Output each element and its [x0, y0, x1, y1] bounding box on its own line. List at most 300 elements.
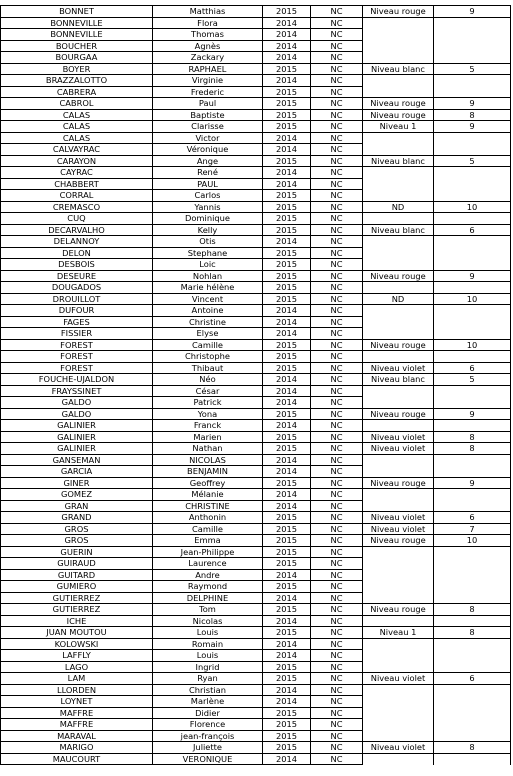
year-cell: 2014	[263, 684, 311, 696]
last-name-cell: MAUCOURT	[1, 753, 153, 765]
score-cell	[434, 661, 511, 673]
last-name-cell: FOREST	[1, 339, 153, 351]
table-row	[1, 627, 511, 639]
last-name-cell: BONNET	[1, 6, 153, 18]
level-cell	[363, 615, 434, 627]
score-cell	[434, 17, 511, 29]
level-cell	[363, 454, 434, 466]
level-cell	[363, 558, 434, 570]
last-name-cell: GUERIN	[1, 546, 153, 558]
last-name-cell: MARIGO	[1, 742, 153, 754]
table-row	[1, 684, 511, 696]
table-row	[1, 535, 511, 547]
year-cell: 2014	[263, 385, 311, 397]
table-row	[1, 753, 511, 765]
year-cell: 2014	[263, 569, 311, 581]
level-cell	[363, 420, 434, 432]
level-cell	[363, 696, 434, 708]
level-cell	[363, 592, 434, 604]
table-row	[1, 75, 511, 87]
last-name-cell: GOMEZ	[1, 489, 153, 501]
first-name-cell: Véronique	[153, 144, 263, 156]
table-row	[1, 397, 511, 409]
table-row	[1, 431, 511, 443]
year-cell: 2015	[263, 408, 311, 420]
status-cell: NC	[311, 397, 363, 409]
status-cell: NC	[311, 144, 363, 156]
table-row	[1, 29, 511, 41]
score-cell	[434, 753, 511, 765]
status-cell: NC	[311, 385, 363, 397]
year-cell: 2015	[263, 86, 311, 98]
level-cell: Niveau 1	[363, 627, 434, 639]
score-cell: 8	[434, 109, 511, 121]
status-cell: NC	[311, 351, 363, 363]
last-name-cell: GROS	[1, 535, 153, 547]
table-row	[1, 328, 511, 340]
level-cell	[363, 316, 434, 328]
score-cell	[434, 466, 511, 478]
score-cell: 6	[434, 512, 511, 524]
level-cell	[363, 282, 434, 294]
table-row	[1, 98, 511, 110]
status-cell: NC	[311, 17, 363, 29]
score-cell: 10	[434, 339, 511, 351]
table-row	[1, 144, 511, 156]
score-cell: 8	[434, 604, 511, 616]
first-name-cell: Jean-Philippe	[153, 546, 263, 558]
status-cell: NC	[311, 63, 363, 75]
last-name-cell: BOURGAA	[1, 52, 153, 64]
level-cell	[363, 638, 434, 650]
first-name-cell: Christophe	[153, 351, 263, 363]
score-cell: 9	[434, 477, 511, 489]
score-cell	[434, 40, 511, 52]
level-cell: Niveau rouge	[363, 270, 434, 282]
first-name-cell: Mélanie	[153, 489, 263, 501]
status-cell: NC	[311, 454, 363, 466]
last-name-cell: GUTIERREZ	[1, 604, 153, 616]
status-cell: NC	[311, 121, 363, 133]
table-row	[1, 63, 511, 75]
score-cell: 9	[434, 121, 511, 133]
first-name-cell: Zackary	[153, 52, 263, 64]
table-row	[1, 270, 511, 282]
year-cell: 2015	[263, 121, 311, 133]
score-cell	[434, 696, 511, 708]
first-name-cell: Anthonin	[153, 512, 263, 524]
year-cell: 2014	[263, 615, 311, 627]
table-row	[1, 259, 511, 271]
status-cell: NC	[311, 466, 363, 478]
year-cell: 2014	[263, 316, 311, 328]
last-name-cell: ICHE	[1, 615, 153, 627]
level-cell: Niveau rouge	[363, 477, 434, 489]
level-cell: Niveau violet	[363, 362, 434, 374]
first-name-cell: Agnès	[153, 40, 263, 52]
table-row	[1, 558, 511, 570]
year-cell: 2015	[263, 581, 311, 593]
last-name-cell: GUIRAUD	[1, 558, 153, 570]
year-cell: 2015	[263, 201, 311, 213]
first-name-cell: Antoine	[153, 305, 263, 317]
status-cell: NC	[311, 431, 363, 443]
table-row	[1, 201, 511, 213]
level-cell	[363, 546, 434, 558]
year-cell: 2014	[263, 489, 311, 501]
table-row	[1, 707, 511, 719]
year-cell: 2014	[263, 178, 311, 190]
status-cell: NC	[311, 684, 363, 696]
level-cell	[363, 305, 434, 317]
last-name-cell: FOUCHE-UJALDON	[1, 374, 153, 386]
last-name-cell: CABRERA	[1, 86, 153, 98]
level-cell: Niveau violet	[363, 523, 434, 535]
last-name-cell: GRAND	[1, 512, 153, 524]
status-cell: NC	[311, 362, 363, 374]
year-cell: 2015	[263, 431, 311, 443]
status-cell: NC	[311, 558, 363, 570]
status-cell: NC	[311, 259, 363, 271]
year-cell: 2015	[263, 213, 311, 225]
level-cell: Niveau blanc	[363, 63, 434, 75]
last-name-cell: CALAS	[1, 109, 153, 121]
first-name-cell: René	[153, 167, 263, 179]
table-row	[1, 742, 511, 754]
level-cell	[363, 132, 434, 144]
last-name-cell: DUFOUR	[1, 305, 153, 317]
last-name-cell: DESEURE	[1, 270, 153, 282]
score-cell	[434, 144, 511, 156]
first-name-cell: Otis	[153, 236, 263, 248]
last-name-cell: FAGES	[1, 316, 153, 328]
table-row	[1, 512, 511, 524]
last-name-cell: BRAZZALOTTO	[1, 75, 153, 87]
year-cell: 2015	[263, 247, 311, 259]
level-cell: Niveau rouge	[363, 408, 434, 420]
last-name-cell: FOREST	[1, 351, 153, 363]
last-name-cell: CALAS	[1, 132, 153, 144]
table-row	[1, 362, 511, 374]
year-cell: 2015	[263, 98, 311, 110]
member-table-body	[1, 6, 511, 765]
status-cell: NC	[311, 132, 363, 144]
level-cell	[363, 86, 434, 98]
level-cell	[363, 190, 434, 202]
table-row	[1, 546, 511, 558]
first-name-cell: Vincent	[153, 293, 263, 305]
score-cell: 5	[434, 63, 511, 75]
table-row	[1, 523, 511, 535]
score-cell: 9	[434, 6, 511, 18]
level-cell	[363, 707, 434, 719]
last-name-cell: CHABBERT	[1, 178, 153, 190]
level-cell	[363, 397, 434, 409]
table-row	[1, 592, 511, 604]
year-cell: 2014	[263, 17, 311, 29]
level-cell: Niveau rouge	[363, 109, 434, 121]
score-cell	[434, 615, 511, 627]
score-cell: 8	[434, 443, 511, 455]
first-name-cell: Frederic	[153, 86, 263, 98]
year-cell: 2015	[263, 742, 311, 754]
status-cell: NC	[311, 213, 363, 225]
score-cell	[434, 259, 511, 271]
score-cell	[434, 650, 511, 662]
level-cell	[363, 178, 434, 190]
table-row	[1, 109, 511, 121]
table-row	[1, 661, 511, 673]
last-name-cell: GRAN	[1, 500, 153, 512]
score-cell	[434, 638, 511, 650]
level-cell	[363, 52, 434, 64]
year-cell: 2015	[263, 259, 311, 271]
year-cell: 2014	[263, 132, 311, 144]
score-cell	[434, 500, 511, 512]
first-name-cell: Dominique	[153, 213, 263, 225]
level-cell	[363, 730, 434, 742]
year-cell: 2014	[263, 40, 311, 52]
last-name-cell: MARAVAL	[1, 730, 153, 742]
level-cell: Niveau rouge	[363, 339, 434, 351]
table-row	[1, 374, 511, 386]
score-cell: 10	[434, 201, 511, 213]
score-cell	[434, 730, 511, 742]
last-name-cell: MAFFRE	[1, 707, 153, 719]
score-cell: 9	[434, 408, 511, 420]
first-name-cell: Nohlan	[153, 270, 263, 282]
first-name-cell: PAUL	[153, 178, 263, 190]
score-cell	[434, 558, 511, 570]
score-cell	[434, 247, 511, 259]
score-cell: 8	[434, 431, 511, 443]
year-cell: 2015	[263, 270, 311, 282]
status-cell: NC	[311, 696, 363, 708]
table-row	[1, 408, 511, 420]
first-name-cell: Virginie	[153, 75, 263, 87]
first-name-cell: Christine	[153, 316, 263, 328]
last-name-cell: BONNEVILLE	[1, 17, 153, 29]
level-cell: Niveau violet	[363, 512, 434, 524]
table-row	[1, 40, 511, 52]
score-cell: 7	[434, 523, 511, 535]
first-name-cell: Baptiste	[153, 109, 263, 121]
last-name-cell: LOYNET	[1, 696, 153, 708]
level-cell: Niveau blanc	[363, 374, 434, 386]
table-row	[1, 339, 511, 351]
first-name-cell: Clarisse	[153, 121, 263, 133]
last-name-cell: CAYRAC	[1, 167, 153, 179]
score-cell	[434, 236, 511, 248]
status-cell: NC	[311, 477, 363, 489]
year-cell: 2014	[263, 500, 311, 512]
table-row	[1, 224, 511, 236]
level-cell: Niveau blanc	[363, 224, 434, 236]
year-cell: 2015	[263, 362, 311, 374]
status-cell: NC	[311, 512, 363, 524]
last-name-cell: GALDO	[1, 397, 153, 409]
first-name-cell: César	[153, 385, 263, 397]
first-name-cell: Andre	[153, 569, 263, 581]
first-name-cell: Patrick	[153, 397, 263, 409]
level-cell	[363, 213, 434, 225]
first-name-cell: Florence	[153, 719, 263, 731]
table-row	[1, 696, 511, 708]
level-cell	[363, 167, 434, 179]
table-row	[1, 385, 511, 397]
table-row	[1, 615, 511, 627]
table-row	[1, 213, 511, 225]
first-name-cell: Raymond	[153, 581, 263, 593]
first-name-cell: Yona	[153, 408, 263, 420]
year-cell: 2014	[263, 454, 311, 466]
status-cell: NC	[311, 489, 363, 501]
year-cell: 2015	[263, 339, 311, 351]
status-cell: NC	[311, 627, 363, 639]
status-cell: NC	[311, 420, 363, 432]
score-cell: 10	[434, 535, 511, 547]
table-row	[1, 730, 511, 742]
first-name-cell: Ryan	[153, 673, 263, 685]
table-row	[1, 420, 511, 432]
table-row	[1, 604, 511, 616]
score-cell	[434, 719, 511, 731]
first-name-cell: Franck	[153, 420, 263, 432]
last-name-cell: CREMASCO	[1, 201, 153, 213]
first-name-cell: Ange	[153, 155, 263, 167]
status-cell: NC	[311, 581, 363, 593]
level-cell	[363, 581, 434, 593]
first-name-cell: jean-françois	[153, 730, 263, 742]
table-row	[1, 236, 511, 248]
status-cell: NC	[311, 98, 363, 110]
level-cell: Niveau 1	[363, 121, 434, 133]
last-name-cell: CALAS	[1, 121, 153, 133]
score-cell: 6	[434, 224, 511, 236]
status-cell: NC	[311, 546, 363, 558]
score-cell	[434, 52, 511, 64]
score-cell: 6	[434, 673, 511, 685]
table-row	[1, 500, 511, 512]
year-cell: 2014	[263, 167, 311, 179]
last-name-cell: FOREST	[1, 362, 153, 374]
first-name-cell: Didier	[153, 707, 263, 719]
table-row	[1, 86, 511, 98]
score-cell	[434, 316, 511, 328]
score-cell: 8	[434, 742, 511, 754]
last-name-cell: GALDO	[1, 408, 153, 420]
year-cell: 2014	[263, 52, 311, 64]
year-cell: 2015	[263, 155, 311, 167]
first-name-cell: Marie hélène	[153, 282, 263, 294]
last-name-cell: CORRAL	[1, 190, 153, 202]
table-row	[1, 581, 511, 593]
table-row	[1, 673, 511, 685]
level-cell: ND	[363, 293, 434, 305]
score-cell	[434, 420, 511, 432]
first-name-cell: Camille	[153, 339, 263, 351]
year-cell: 2015	[263, 63, 311, 75]
level-cell	[363, 75, 434, 87]
first-name-cell: Carlos	[153, 190, 263, 202]
level-cell: Niveau blanc	[363, 155, 434, 167]
score-cell	[434, 684, 511, 696]
last-name-cell: GINER	[1, 477, 153, 489]
status-cell: NC	[311, 167, 363, 179]
level-cell: Niveau violet	[363, 431, 434, 443]
last-name-cell: MAFFRE	[1, 719, 153, 731]
level-cell	[363, 569, 434, 581]
year-cell: 2014	[263, 374, 311, 386]
table-row	[1, 719, 511, 731]
status-cell: NC	[311, 523, 363, 535]
year-cell: 2015	[263, 351, 311, 363]
first-name-cell: Marien	[153, 431, 263, 443]
first-name-cell: RAPHAEL	[153, 63, 263, 75]
level-cell: Niveau violet	[363, 673, 434, 685]
score-cell: 9	[434, 98, 511, 110]
table-row	[1, 638, 511, 650]
year-cell: 2014	[263, 420, 311, 432]
score-cell	[434, 581, 511, 593]
first-name-cell: Juliette	[153, 742, 263, 754]
last-name-cell: GROS	[1, 523, 153, 535]
status-cell: NC	[311, 316, 363, 328]
level-cell	[363, 144, 434, 156]
score-cell: 6	[434, 362, 511, 374]
table-row	[1, 489, 511, 501]
status-cell: NC	[311, 661, 363, 673]
status-cell: NC	[311, 707, 363, 719]
table-row	[1, 454, 511, 466]
last-name-cell: GARCIA	[1, 466, 153, 478]
level-cell: Niveau rouge	[363, 535, 434, 547]
year-cell: 2014	[263, 397, 311, 409]
level-cell	[363, 29, 434, 41]
table-row	[1, 443, 511, 455]
status-cell: NC	[311, 109, 363, 121]
last-name-cell: LLORDEN	[1, 684, 153, 696]
status-cell: NC	[311, 604, 363, 616]
status-cell: NC	[311, 753, 363, 765]
score-cell: 9	[434, 270, 511, 282]
score-cell	[434, 385, 511, 397]
first-name-cell: Geoffrey	[153, 477, 263, 489]
status-cell: NC	[311, 29, 363, 41]
year-cell: 2014	[263, 466, 311, 478]
first-name-cell: Romain	[153, 638, 263, 650]
year-cell: 2014	[263, 75, 311, 87]
score-cell	[434, 190, 511, 202]
status-cell: NC	[311, 40, 363, 52]
level-cell: Niveau rouge	[363, 604, 434, 616]
first-name-cell: Nathan	[153, 443, 263, 455]
status-cell: NC	[311, 638, 363, 650]
table-row	[1, 316, 511, 328]
last-name-cell: LAM	[1, 673, 153, 685]
score-cell	[434, 29, 511, 41]
score-cell	[434, 213, 511, 225]
last-name-cell: GANSEMAN	[1, 454, 153, 466]
year-cell: 2014	[263, 696, 311, 708]
year-cell: 2015	[263, 546, 311, 558]
table-row	[1, 121, 511, 133]
year-cell: 2014	[263, 236, 311, 248]
status-cell: NC	[311, 374, 363, 386]
score-cell	[434, 351, 511, 363]
score-cell	[434, 75, 511, 87]
level-cell: Niveau rouge	[363, 98, 434, 110]
